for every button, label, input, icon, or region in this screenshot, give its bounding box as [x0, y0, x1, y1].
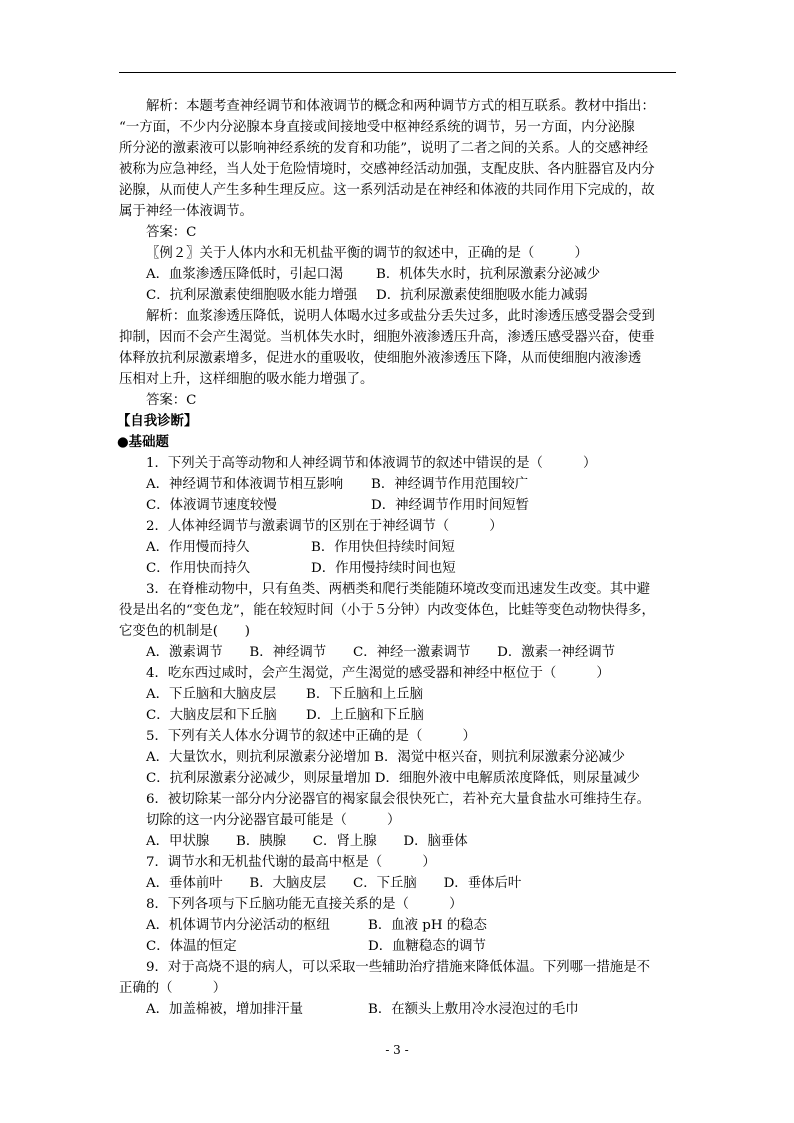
option-text: A．激素调节 B．神经调节 C．神经一激素调节 D．激素一神经调节: [146, 645, 615, 660]
question-stem: 2．人体神经调节与激素调节的区别在于神经调节（ ）: [146, 519, 503, 534]
option-row: [119, 915, 679, 936]
option-row: [119, 873, 679, 894]
option-text: A．大量饮水，则抗利尿激素分泌增加 B．渴觉中枢兴奋，则抗利尿激素分泌减少: [146, 750, 626, 765]
option-row: [119, 831, 679, 852]
question-stem: 正确的（ ）: [119, 981, 227, 996]
question-stem: 4．吃东西过咸时，会产生渴觉，产生渴觉的感受器和神经中枢位于（ ）: [146, 666, 610, 681]
option-text: D．神经调节作用时间短暂: [371, 498, 530, 513]
option-text: C．抗利尿激素使细胞吸水能力增强: [146, 288, 358, 303]
option-row: [119, 747, 679, 768]
option-row: [119, 999, 679, 1020]
option-text: B．下丘脑和上丘脑: [306, 687, 423, 702]
example-question: 〖例２〗关于人体内水和无机盐平衡的调节的叙述中，正确的是（ ）: [146, 246, 588, 261]
option-row: [119, 537, 679, 558]
option-text: C．体温的恒定: [146, 939, 237, 954]
question-stem: 它变色的机制是( ): [119, 624, 250, 639]
analysis-line: 体释放抗利尿激素增多，促进水的重吸收，使细胞外液渗透压下降，从而使细胞内液渗透: [119, 351, 642, 366]
section-title: 【自我诊断】: [117, 413, 198, 429]
option-text: B．血液 pH 的稳态: [368, 918, 487, 933]
option-text: D．抗利尿激素使细胞吸水能力减弱: [376, 288, 588, 303]
option-text: B．神经调节作用范围较广: [371, 477, 529, 492]
option-row: [119, 642, 679, 663]
option-text: A．神经调节和体液调节相互影响: [146, 477, 344, 492]
option-text: B．作用快但持续时间短: [311, 540, 455, 555]
analysis-line: 解析：血浆渗透压降低，说明人体喝水过多或盐分丢失过多，此时渗透压感受器会受到: [146, 309, 655, 324]
answer-line: 答案：C: [146, 393, 197, 408]
analysis-line: 解析：本题考查神经调节和体液调节的概念和两种调节方式的相互联系。教材中指出：: [146, 99, 655, 114]
option-text: A．机体调节内分泌活动的枢纽: [146, 918, 330, 933]
option-text: B．在额头上敷用冷水浸泡过的毛巾: [368, 1002, 579, 1017]
option-text: A．作用慢而持久: [146, 540, 250, 555]
option-text: D．血糖稳态的调节: [368, 939, 486, 954]
question-stem: 5．下列有关人体水分调节的叙述中正确的是（ ）: [146, 729, 476, 744]
option-row: [119, 936, 679, 957]
analysis-line: 抑制，因而不会产生渴觉。当机体失水时，细胞外液渗透压升高，渗透压感受器兴奋，使垂: [119, 330, 655, 345]
option-text: C．体液调节速度较慢: [146, 498, 277, 513]
option-text: C．大脑皮层和下丘脑: [146, 708, 277, 723]
option-text: D．作用慢持续时间也短: [311, 561, 456, 576]
question-stem: 8．下列各项与下丘脑功能无直接关系的是（ ）: [146, 897, 463, 912]
answer-line: 答案：C: [146, 225, 197, 240]
option-row: [119, 474, 679, 495]
option-row: [119, 705, 679, 726]
subsection-title: ●基础题: [117, 434, 169, 450]
option-text: D．上丘脑和下丘脑: [306, 708, 424, 723]
analysis-line: 所分泌的激素液可以影响神经系统的发育和功能”，说明了二者之间的关系。人的交感神经: [119, 141, 649, 156]
analysis-line: 泌腺，从而使人产生多种生理反应。这一系列活动是在神经和体液的共同作用下完成的，故: [119, 183, 655, 198]
option-text: A．甲状腺 B．胰腺 C．肾上腺 D．脑垂体: [146, 834, 468, 849]
option-text: C．抗利尿激素分泌减少，则尿量增加 D．细胞外液中电解质浓度降低，则尿量减少: [146, 771, 640, 786]
option-row: [119, 285, 679, 306]
header-rule: [119, 72, 676, 73]
question-stem: 1．下列关于高等动物和人神经调节和体液调节的叙述中错误的是（ ）: [146, 456, 597, 471]
option-text: A．垂体前叶 B．大脑皮层 C．下丘脑 D．垂体后叶: [146, 876, 522, 891]
document-body: [119, 96, 679, 1020]
analysis-line: “一方面，不少内分泌腺本身直接或间接地受中枢神经系统的调节，另一方面，内分泌腺: [119, 120, 635, 135]
option-text: B．机体失水时，抗利尿激素分泌减少: [376, 267, 601, 282]
option-text: A．下丘脑和大脑皮层: [146, 687, 277, 702]
option-row: [119, 768, 679, 789]
option-text: A．血浆渗透压降低时，引起口渴: [146, 267, 344, 282]
analysis-line: 压相对上升，这样细胞的吸水能力增强了。: [119, 372, 374, 387]
option-row: [119, 495, 679, 516]
analysis-line: 属于神经一体液调节。: [119, 204, 253, 219]
option-text: C．作用快而持久: [146, 561, 250, 576]
option-text: A．加盖棉被，增加排汗量: [146, 1002, 303, 1017]
page-number: - 3 -: [385, 1043, 409, 1057]
option-row: [119, 684, 679, 705]
question-stem: 7．调节水和无机盐代谢的最高中枢是（ ）: [146, 855, 436, 870]
question-stem: 3．在脊椎动物中，只有鱼类、两栖类和爬行类能随环境改变而迅速发生改变。其中避: [146, 582, 650, 597]
question-stem: 6．被切除某一部分内分泌器官的褐家鼠会很快死亡，若补充大量食盐水可维持生存。: [146, 792, 650, 807]
option-row: [119, 558, 679, 579]
option-row: [119, 264, 679, 285]
question-stem: 9．对于高烧不退的病人，可以采取一些辅助治疗措施来降低体温。下列哪一措施是不: [146, 960, 650, 975]
question-stem: 役是出名的“变色龙”，能在较短时间（小于５分钟）内改变体色，比蛙等变色动物快得多，: [119, 603, 655, 618]
analysis-line: 被称为应急神经，当人处于危险情境时，交感神经活动加强，支配皮肤、各内脏器官及内分: [119, 162, 655, 177]
question-stem: 切除的这一内分泌器官最可能是（ ）: [146, 813, 401, 828]
